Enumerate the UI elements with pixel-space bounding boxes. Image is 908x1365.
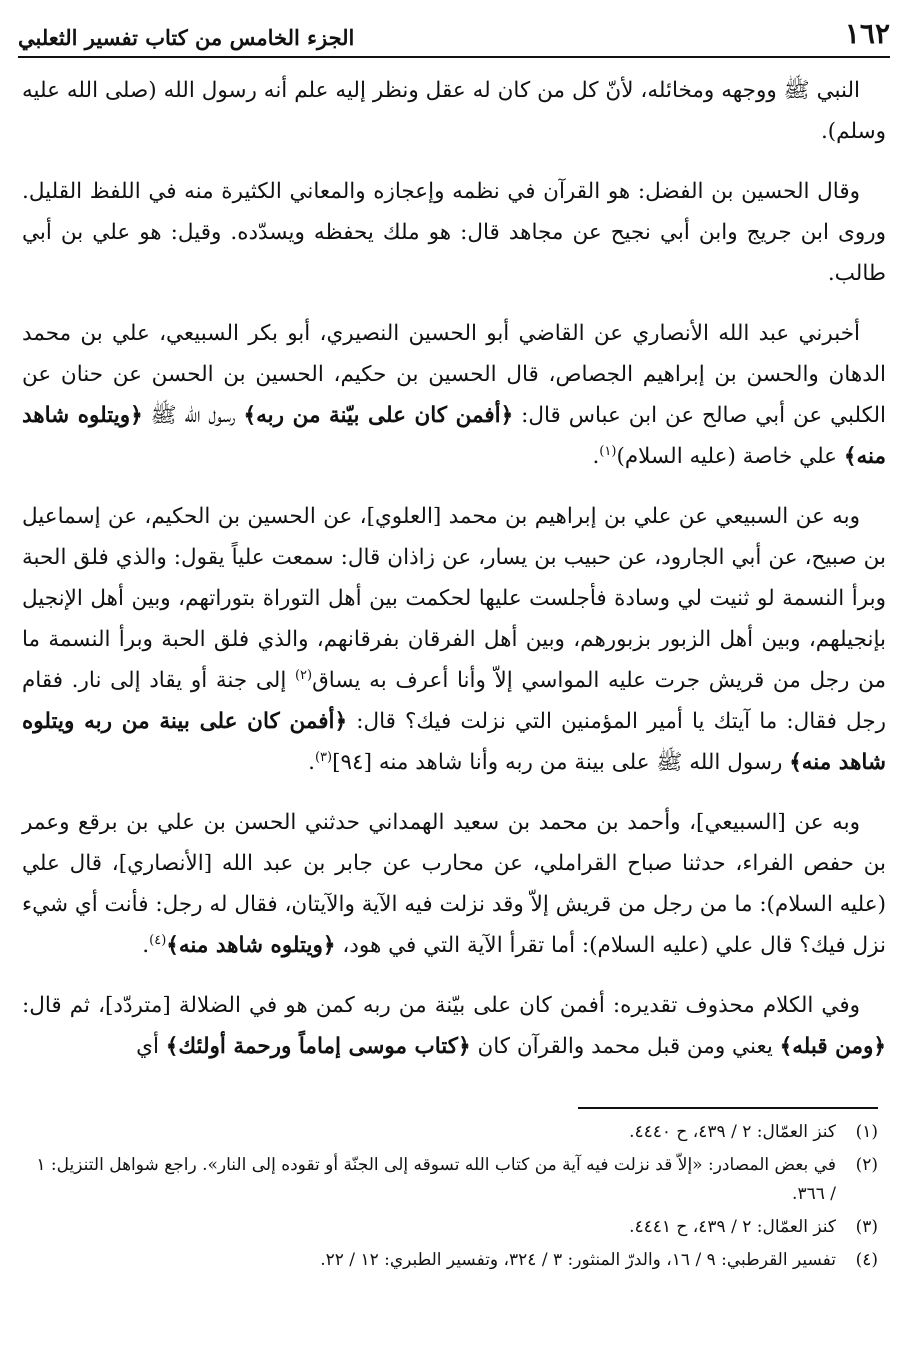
paragraph-text: أخبرني عبد الله الأنصاري عن القاضي أبو الحسين النصيري، أبو بكر السبيعي، علي بن محمد الدهان والحسن بن إبراهيم الجصاص، قال الحسين بن حكيم، الحسين بن الحسن عن حنان عن الكلبي عن أبي صالح عن ابن عباس قال: [22, 321, 886, 428]
paragraph-text: وبه عن السبيعي عن علي بن إبراهيم بن محمد [العلوي]، عن الحسين بن الحكيم، عن إسماعيل بن صبيح، عن أبي الجارود، عن حبيب بن يسار، عن زاذان قال: سمعت علياً يقول: والذي فلق الحبة وبرأ النسمة لو ثنيت لي وسادة فأجلست عليها لحكمت بين أهل التوراة بتوراتهم، وبين أهل الإنجيل بإنجيلهم، وبين أهل الزبور بزبورهم، وبين أهل الفرقان بفرقانهم، والذي فلق الحبة وبرأ النسمة ما من رجل من قريش جرت عليه المواسي إلاّ وأنا أعرف به يساق [22, 504, 886, 693]
paragraph-text: رسول الله ﷺ على بينة من ربه وأنا شاهد منه [٩٤] [332, 750, 790, 775]
paragraph-text: إلى جنة أو يقاد إلى نار. فقام رجل فقال: ما آيتك يا أمير المؤمنين التي نزلت فيك؟ قال: [22, 668, 886, 734]
paragraph-5 [22, 802, 886, 966]
paragraph-text: . [142, 933, 150, 958]
paragraph-text: . [592, 444, 600, 469]
paragraph-2 [22, 171, 886, 294]
paragraph-text: . [308, 750, 315, 775]
footnote [26, 1246, 878, 1275]
footnote-number: (٣) [855, 1217, 878, 1237]
footnote-text: في بعض المصادر: «إلاّ قد نزلت فيه آية من كتاب الله تسوقه إلى الجنّة أو تقوده إلى النار». راجع شواهل التنزيل: ١ / ٣٦٦. [36, 1155, 836, 1204]
quran-quote: ﴿ومن قبله﴾ [779, 1034, 886, 1059]
footnote-number: (٢) [855, 1155, 878, 1175]
footnote-number: (٤) [855, 1250, 878, 1270]
paragraph-text: أي [136, 1034, 166, 1059]
paragraph-text: يعني ومن قبل محمد والقرآن كان [470, 1034, 780, 1059]
paragraph-text: النبي ﷺ ووجهه ومخائله، لأنّ كل من كان له عقل ونظر إليه علم أنه رسول الله (صلى الله عليه وسلم). [22, 78, 886, 144]
footnote-divider [578, 1107, 878, 1109]
paragraph-text: علي خاصة (عليه السلام) [616, 444, 844, 469]
footnote-text: كنز العمّال: ٢ / ٤٣٩، ح ٤٤٤١. [629, 1217, 836, 1237]
running-head: الجزء الخامس من كتاب تفسير الثعلبي [18, 25, 355, 50]
page-header [18, 14, 890, 58]
paragraph-text: وبه عن [السبيعي]، وأحمد بن محمد بن سعيد الهمداني حدثني الحسن بن علي بن برقع وعمر بن حفص الفراء، حدثنا صباح القراملي، عن محارب عن جابر بن عبد الله [الأنصاري]، قال علي (عليه السلام): ما من رجل من قريش إلاّ وقد نزلت فيه الآية والآيتان، فقال له رجل: فأنت أي شيء نزل فيك؟ قال علي (عليه السلام): أما تقرأ الآية التي في هود، [22, 810, 886, 958]
paragraph-4 [22, 496, 886, 783]
quran-quote: ﴿ويتلوه شاهد منه﴾ [166, 933, 336, 958]
quran-quote: ﴿أفمن كان على بينة من ربه ويتلوه شاهد منه﴾ [22, 709, 886, 775]
paragraph-6 [22, 985, 886, 1067]
quran-quote: ﴿أفمن كان على بيّنة من ربه﴾ [243, 403, 514, 428]
footnote-number: (١) [855, 1122, 878, 1142]
paragraph-1 [22, 70, 886, 152]
body-text [22, 70, 886, 1086]
page-number: ١٦٢ [844, 17, 890, 50]
paragraph-text: رسول الله ﷺ [142, 403, 244, 428]
quran-quote: ﴿ويتلوه شاهد منه﴾ [22, 403, 886, 469]
paragraph-3 [22, 313, 886, 477]
footnote-ref[interactable]: (١) [599, 443, 617, 459]
paragraph-text: وفي الكلام محذوف تقديره: أفمن كان على بيّنة من ربه كمن هو في الضلالة [متردّد]، ثم قال: [22, 993, 860, 1018]
footnote-ref[interactable]: (٣) [314, 749, 333, 765]
footnote-ref[interactable]: (٤) [149, 932, 167, 948]
paragraph-text: وقال الحسين بن الفضل: هو القرآن في نظمه وإعجازه والمعاني الكثيرة منه في اللفظ القليل. وروى ابن جريج وابن أبي نجيح عن مجاهد قال: هو ملك يحفظه ويسدّده. وقيل: هو علي بن أبي طالب. [22, 179, 886, 286]
footnote-text: كنز العمّال: ٢ / ٤٣٩، ح ٤٤٤٠. [629, 1122, 836, 1142]
footnote-ref[interactable]: (٢) [294, 667, 313, 683]
footnote [26, 1213, 878, 1242]
footnote-text: تفسير القرطبي: ٩ / ١٦، والدرّ المنثور: ٣ / ٣٢٤، وتفسير الطبري: ١٢ / ٢٢. [320, 1250, 836, 1270]
footnote [26, 1151, 878, 1209]
quran-quote: ﴿كتاب موسى إماماً ورحمة أولئك﴾ [165, 1034, 471, 1059]
footnotes [26, 1118, 878, 1279]
footnote [26, 1118, 878, 1147]
